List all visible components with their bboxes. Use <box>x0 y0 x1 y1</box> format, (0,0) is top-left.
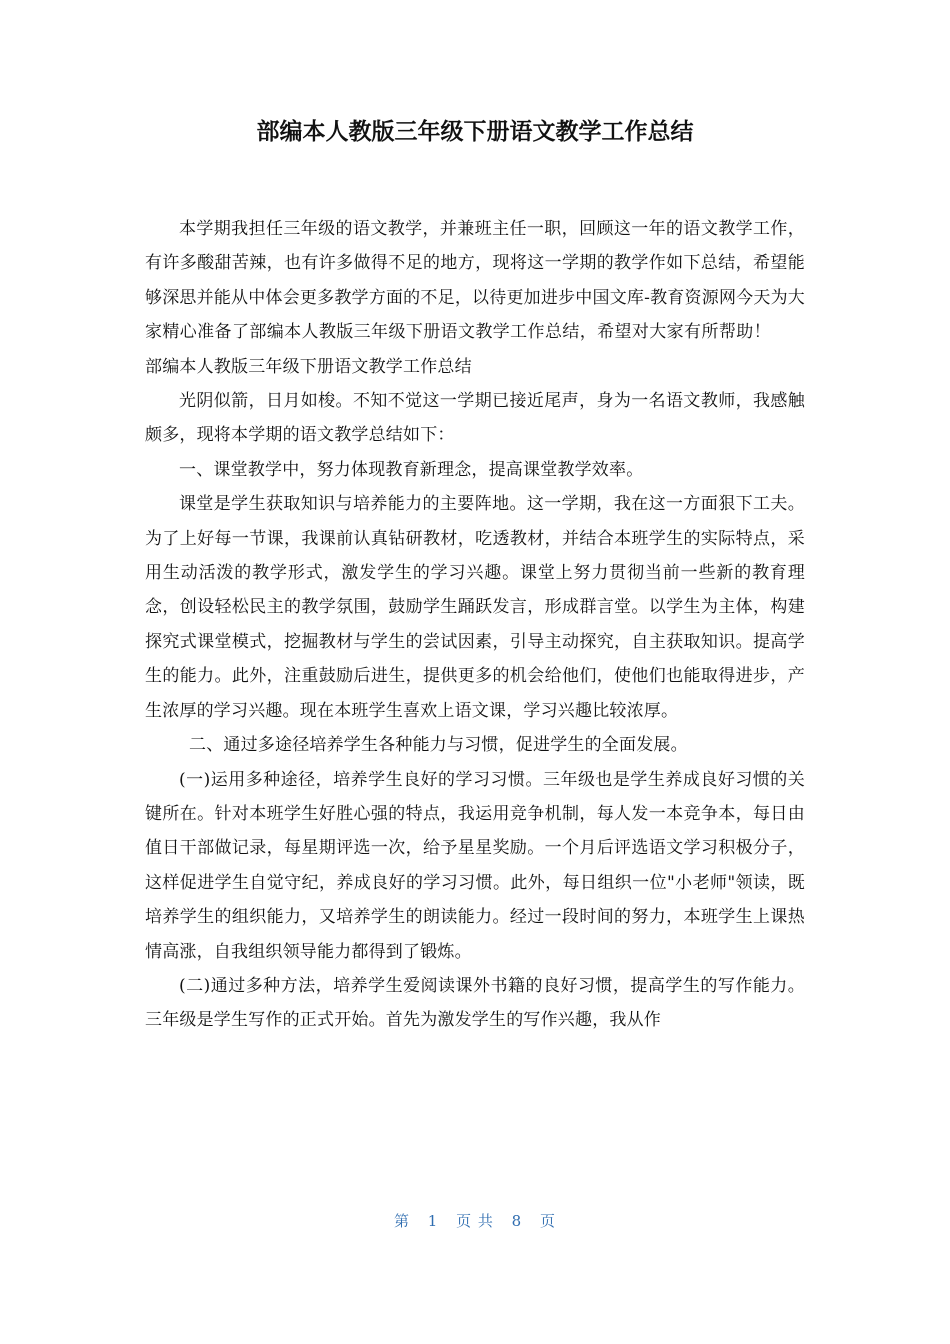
section-heading-2: 二、通过多途径培养学生各种能力与习惯，促进学生的全面发展。 <box>189 735 688 756</box>
paragraph-reading: (二)通过多种方法，培养学生爱阅读课外书籍的良好习惯，提高学生的写作能力。三年级是学生写作的正式开始。首先为激发学生的写作兴趣，我从作 <box>145 975 805 1031</box>
footer-label-end: 页 <box>540 1212 557 1230</box>
inline-heading: 部编本人教版三年级下册语文教学工作总结 <box>145 356 472 377</box>
paragraph-opening: 光阴似箭，日月如梭。不知不觉这一学期已接近尾声，身为一名语文教师，我感触颇多，现将本学期的语文教学总结如下： <box>145 391 805 446</box>
paragraph-intro <box>145 212 805 384</box>
footer-total-pages: 8 <box>511 1212 523 1230</box>
paragraph-classroom: 课堂是学生获取知识与培养能力的主要阵地。这一学期，我在这一方面狠下工夫。为了上好每一节课，我课前认真钻研教材，吃透教材，并结合本班学生的实际特点，采用生动活泼的教学形式，激发学生的学习兴趣。课堂上努力贯彻当前一些新的教育理念，创设轻松民主的教学氛围，鼓励学生踊跃发言，形成群言堂。以学生为主体，构建探究式课堂模式，挖掘教材与学生的尝试因素，引导主动探究，自主获取知识。提高学生的能力。此外，注重鼓励后进生，提供更多的机会给他们，使他们也能取得进步，产生浓厚的学习兴趣。现在本班学生喜欢上语文课，学习兴趣比较浓厚。 <box>145 494 805 721</box>
footer-label-page: 第 <box>393 1212 410 1230</box>
footer-label-of: 页 共 <box>456 1212 494 1230</box>
document-body <box>145 212 805 1038</box>
document-title: 部编本人教版三年级下册语文教学工作总结 <box>256 119 694 145</box>
section-heading-1: 一、课堂教学中，努力体现教育新理念，提高课堂教学效率。 <box>179 459 644 480</box>
footer-current-page: 1 <box>427 1212 439 1230</box>
paragraph-intro-text: 本学期我担任三年级的语文教学，并兼班主任一职，回顾这一年的语文教学工作，有许多酸甜苦辣，也有许多做得不足的地方，现将这一学期的教学作如下总结，希望能够深思并能从中体会更多教学方面的不足，以待更加进步中国文库-教育资源网今天为大家精心准备了部编本人教版三年级下册语文教学工作总结，希望对大家有所帮助！ <box>145 219 805 343</box>
page-footer <box>0 1210 950 1231</box>
paragraph-habits: (一)运用多种途径，培养学生良好的学习习惯。三年级也是学生养成良好习惯的关键所在。针对本班学生好胜心强的特点，我运用竞争机制，每人发一本竞争本，每日由值日干部做记录，每星期评选一次，给予星星奖励。一个月后评选语文学习积极分子，这样促进学生自觉守纪，养成良好的学习习惯。此外，每日组织一位"小老师"领读，既培养学生的组织能力，又培养学生的朗读能力。经过一段时间的努力，本班学生上课热情高涨，自我组织领导能力都得到了锻炼。 <box>145 769 805 962</box>
